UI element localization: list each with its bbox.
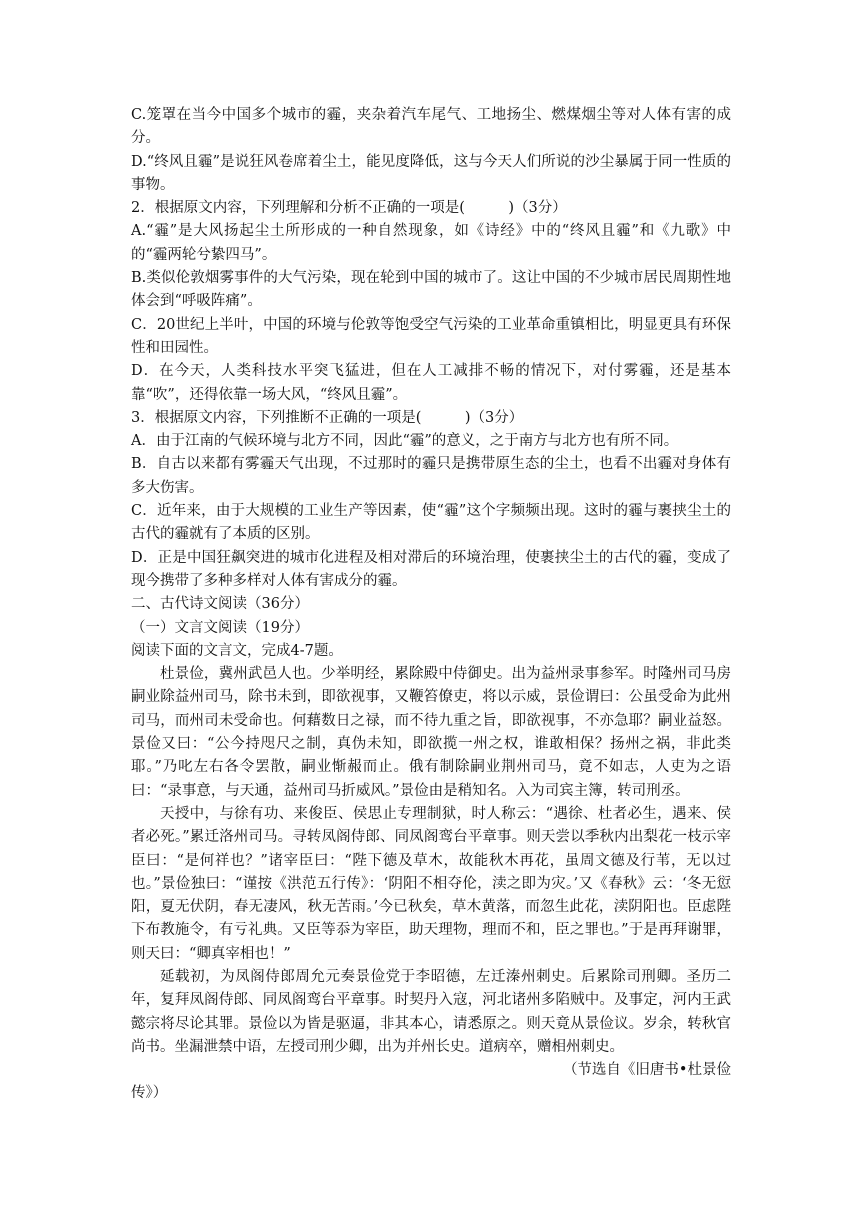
passage-paragraph-3: 延载初，为凤阁侍郎周允元奏景俭党于李昭德，左迁溱州刺史。后累除司刑卿。圣历二年，复拜凤阁侍郎、同凤阁鸾台平章事。时契丹入寇，河北诸州多陷贼中。及事定，河内王武懿宗将尽论其罪。景俭以为皆是驱逼，非其本心，请悉原之。则天竟从景俭议。岁余，转秋官尚书。坐漏泄禁中语，左授司刑少卿，出为并州长史。道病卒，赠相州刺史。 [131, 968, 731, 1055]
reading-instruction: 阅读下面的文言文，完成4-7题。 [131, 642, 343, 659]
option-d-q2: D．在今天，人类科技水平突飞猛进，但在人工减排不畅的情况下，对付雾霾，还是基本靠“吹”，还得依靠一场大风，“终风且霾”。 [131, 363, 731, 403]
question-2: 2．根据原文内容，下列理解和分析不正确的一项是( )（3分） [131, 200, 567, 217]
option-d-q1: D.“终风且霾”是说狂风卷席着尘土，能见度降低，这与今天人们所说的沙尘暴属于同一性质的事物。 [131, 153, 731, 193]
passage-paragraph-1: 杜景俭，冀州武邑人也。少举明经，累除殿中侍御史。出为益州录事参军。时隆州司马房嗣业除益州司马，除书未到，即欲视事，又鞭笞僚吏，将以示威，景俭谓曰：公虽受命为此州司马，而州司未受命也。何藉数日之禄，而不待九重之旨，即欲视事，不亦急耶？嗣业益怒。景俭又曰：“公今持咫尺之制，真伪未知，即欲揽一州之权，谁敢相保？扬州之祸，非此类耶。”乃叱左右各令罢散，嗣业惭赧而止。俄有制除嗣业荆州司马，竟不如志，人吏为之语曰：“录事意，与天通，益州司马折威风。”景俭由是稍知名。入为司宾主簿，转司刑丞。 [131, 666, 731, 799]
source-citation-end: 传》） [131, 1085, 168, 1102]
option-c-q3: C．近年来，由于大规模的工业生产等因素，使“霾”这个字频频出现。这时的霾与裹挟尘土的古代的霾就有了本质的区别。 [131, 503, 731, 543]
document-page [131, 104, 731, 1106]
section-heading: 二、古代诗文阅读（36分） [131, 596, 309, 613]
subsection-heading: （一）文言文阅读（19分） [131, 619, 309, 636]
option-b-q3: B．自古以来都有雾霾天气出现，不过那时的霾只是携带原生态的尘土，也看不出霾对身体有多大伤害。 [131, 456, 731, 496]
option-c-q1: C.笼罩在当今中国多个城市的霾，夹杂着汽车尾气、工地扬尘、燃煤烟尘等对人体有害的成分。 [131, 107, 731, 147]
option-d-q3: D．正是中国狂飙突进的城市化进程及相对滞后的环境治理，使裹挟尘土的古代的霾，变成了现今携带了多种多样对人体有害成分的霾。 [131, 549, 731, 589]
option-c-q2: C．20世纪上半叶，中国的环境与伦敦等饱受空气污染的工业革命重镇相比，明显更具有环保性和田园性。 [131, 316, 731, 356]
option-a-q2: A.“霾”是大风扬起尘土所形成的一种自然现象，如《诗经》中的“终风且霾”和《九歌》中的“霾两轮兮絷四马”。 [131, 223, 731, 263]
question-3: 3．根据原文内容，下列推断不正确的一项是( )（3分） [131, 409, 524, 426]
passage-paragraph-2: 天授中，与徐有功、来俊臣、侯思止专理制狱，时人称云：“遇徐、杜者必生，遇来、侯者必死。”累迁洛州司马。寻转凤阁侍郎、同凤阁鸾台平章事。则天尝以季秋内出梨花一枝示宰臣曰：“是何祥也？”诸宰臣曰：“陛下德及草木，故能秋木再花，虽周文德及行苇，无以过也。”景俭独曰：“谨按《洪范五行传》：‘阴阳不相夺伦，渎之即为灾。’又《春秋》云：‘冬无愆阳，夏无伏阴，春无凄风，秋无苦雨。’今已秋矣，草木黄落，而忽生此花，渎阴阳也。臣虑陛下布教施令，有亏礼典。又臣等忝为宰臣，助天理物，理而不和，臣之罪也。”于是再拜谢罪，则天曰：“卿真宰相也！” [131, 805, 731, 962]
option-a-q3: A．由于江南的气候环境与北方不同，因此“霾”的意义，之于南方与北方也有所不同。 [131, 433, 679, 450]
source-citation: （节选自《旧唐书•杜景俭 [562, 1062, 731, 1079]
option-b-q2: B.类似伦敦烟雾事件的大气污染，现在轮到中国的城市了。这让中国的不少城市居民周期性地体会到“呼吸阵痛”。 [131, 270, 731, 310]
